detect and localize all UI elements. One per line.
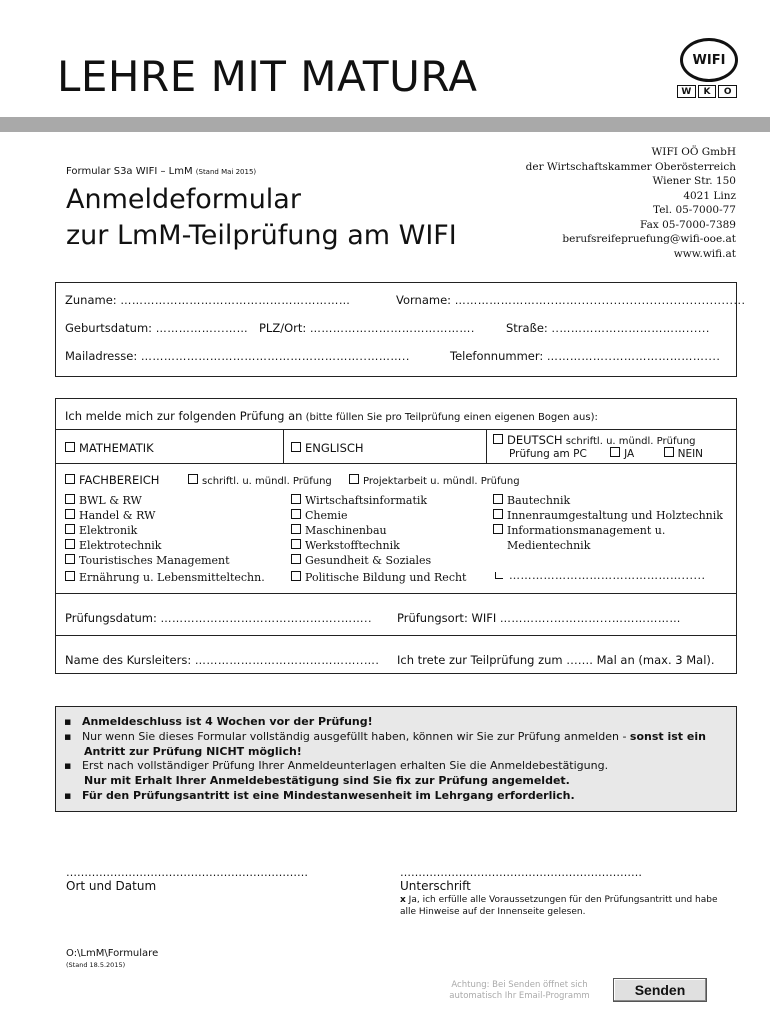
note-item-continued <box>84 745 302 758</box>
mathematik-label: MATHEMATIK <box>79 441 154 455</box>
checkbox-icon[interactable] <box>65 524 75 534</box>
checkbox-icon[interactable] <box>493 509 503 519</box>
checkbox-icon[interactable] <box>291 571 301 581</box>
note-text: Für den Prüfungsantritt ist eine Mindestanwesenheit im Lehrgang erforderlich. <box>81 789 575 802</box>
org-line: der Wirtschaftskammer Oberösterreich <box>525 160 736 173</box>
strasse-label: Straße: <box>506 321 548 335</box>
file-path: O:\LmM\Formulare <box>66 948 159 959</box>
subject-label: Ernährung u. Lebensmitteltechn. <box>79 571 265 584</box>
zuname-row <box>65 293 350 307</box>
ort-datum-label: Ort und Datum <box>66 879 157 893</box>
checkbox-icon[interactable] <box>610 447 620 457</box>
deutsch-pc-row <box>509 447 703 460</box>
note-item-continued <box>84 774 570 787</box>
kursleiter-row <box>65 653 379 667</box>
pruefungsdatum-field[interactable]: ………………………………………..…….. <box>160 612 373 625</box>
checkbox-icon[interactable] <box>291 442 301 452</box>
kursleiter-label: Name des Kursleiters: <box>65 653 192 667</box>
note-item: ▪ Erst nach vollständiger Prüfung Ihrer Anmeldeunterlagen erhalten Sie die Anmeldebestätigung. <box>64 759 609 772</box>
form-heading-line2: zur LmM-Teilprüfung am WIFI <box>66 220 457 251</box>
form-identifier <box>66 166 256 177</box>
checkbox-icon[interactable] <box>65 494 75 504</box>
divider <box>56 429 736 430</box>
subject-label: Medientechnik <box>507 539 591 552</box>
unterschrift-field[interactable]: ………………………………………………………… <box>400 866 642 879</box>
pruefungsort-label: Prüfungsort: WIFI <box>397 611 497 625</box>
subject-item[interactable] <box>291 509 347 522</box>
wko-logo-mark <box>677 85 737 98</box>
subject-label: Innenraumgestaltung und Holztechnik <box>507 509 723 522</box>
subject-item[interactable] <box>291 539 400 552</box>
send-warning <box>437 980 602 1002</box>
subject-label: Bautechnik <box>507 494 571 507</box>
org-email[interactable]: berufsreifepruefung@wifi-ooe.at <box>562 233 736 245</box>
wko-letter: W <box>677 85 696 98</box>
antritt-row[interactable] <box>397 653 715 667</box>
checkbox-icon[interactable] <box>188 474 198 484</box>
subject-label: Elektronik <box>79 524 138 537</box>
mail-row <box>65 349 410 363</box>
divider <box>56 635 736 636</box>
confirmation-text[interactable] <box>400 894 718 918</box>
deutsch-note: schriftl. u. mündl. Prüfung <box>562 436 696 447</box>
org-web[interactable]: www.wifi.at <box>673 247 736 260</box>
exam-intro-bold: Ich melde mich zur folgenden Prüfung an <box>65 409 303 423</box>
corner-mark-icon <box>495 572 503 579</box>
telefon-field[interactable]: ……………..…………………….... <box>546 350 721 363</box>
checkbox-icon[interactable] <box>291 494 301 504</box>
subject-label: Politische Bildung und Recht <box>305 571 467 584</box>
ja-label: JA <box>624 448 635 460</box>
note-text: Anmeldeschluss ist 4 Wochen vor der Prüfung! <box>81 715 373 728</box>
exam-selection-section <box>55 398 737 674</box>
other-subject-field[interactable] <box>495 569 705 582</box>
wifi-logo-mark: WIFI <box>680 38 738 82</box>
subject-item[interactable] <box>493 524 665 537</box>
confirm-line1: Ja, ich erfülle alle Voraussetzungen für den Prüfungsantritt und habe <box>405 895 718 905</box>
mail-field[interactable]: …………………………………………………..……….. <box>140 350 410 363</box>
option-nein[interactable] <box>664 448 703 460</box>
pruefung-pc-label: Prüfung am PC <box>509 448 587 460</box>
note-item: ▪ Für den Prüfungsantritt ist eine Mindestanwesenheit im Lehrgang erforderlich. <box>64 789 575 802</box>
subject-label: Handel & RW <box>79 509 156 522</box>
plz-field[interactable]: ……………………………………. <box>309 322 475 335</box>
document-title: LEHRE MIT MATURA <box>57 52 478 101</box>
wko-letter: K <box>698 85 717 98</box>
option-ja[interactable] <box>610 448 634 460</box>
divider <box>56 593 736 594</box>
checkbox-icon[interactable] <box>291 524 301 534</box>
strasse-field[interactable]: ..……………………………...... <box>551 322 710 335</box>
option-mathematik[interactable] <box>65 441 154 455</box>
checkbox-icon[interactable] <box>65 554 75 564</box>
divider <box>56 463 736 464</box>
subject-item[interactable] <box>65 554 230 567</box>
form-id-stand: (Stand Mai 2015) <box>195 168 257 176</box>
note-text: Nur wenn Sie dieses Formular vollständig ausgefüllt haben, können wir Sie zur Prüfung anmelden - <box>81 730 630 743</box>
option-fachbereich[interactable] <box>65 473 159 487</box>
vorname-field[interactable]: ……………………..…….......................................... <box>454 294 746 307</box>
org-tel: Tel. 05-7000-77 <box>653 204 736 216</box>
checkbox-icon[interactable] <box>664 447 674 457</box>
checkbox-icon[interactable] <box>349 474 359 484</box>
unterschrift-label: Unterschrift <box>400 879 471 893</box>
note-text-bold: sonst ist ein <box>629 730 706 743</box>
subject-label: BWL & RW <box>79 494 142 507</box>
form-heading <box>66 182 457 254</box>
subject-item[interactable] <box>65 494 142 507</box>
pruefungsort-field[interactable]: …………..…………...……………… <box>499 612 681 625</box>
form-id-main: Formular S3a <box>66 166 133 177</box>
form-id-rest: WIFI – LmM <box>132 166 193 177</box>
fachbereich-label: FACHBEREICH <box>79 473 160 487</box>
englisch-label: ENGLISCH <box>305 441 364 455</box>
fach-option-projekt[interactable] <box>349 474 520 487</box>
org-city: 4021 Linz <box>683 189 736 202</box>
subject-label: Elektrotechnik <box>79 539 162 552</box>
ort-datum-field[interactable]: ………………………………………………………… <box>66 866 308 879</box>
zuname-field[interactable]: …………………………………………………… <box>120 294 351 307</box>
vorname-row <box>396 293 746 307</box>
org-name: WIFI OÖ GmbH <box>651 146 736 158</box>
pruefungsdatum-row <box>65 611 372 625</box>
other-subject-dots[interactable]: ………………………………………...... <box>509 569 706 582</box>
org-fax: Fax 05-7000-7389 <box>640 218 736 231</box>
vorname-label: Vorname: <box>396 293 452 307</box>
subject-item[interactable] <box>65 539 161 552</box>
note-item: ▪ Nur wenn Sie dieses Formular vollständig ausgefüllt haben, können wir Sie zur Prüfung anmelden - sonst ist ein <box>64 730 706 743</box>
confirm-checkmark[interactable]: x <box>400 895 406 905</box>
mail-label: Mailadresse: <box>65 349 138 363</box>
subject-label: Wirtschaftsinformatik <box>305 494 428 507</box>
note-text-bold: Nur mit Erhalt Ihrer Anmeldebestätigung sind Sie fix zur Prüfung angemeldet. <box>84 774 570 787</box>
subject-item[interactable] <box>65 524 137 537</box>
form-heading-line1: Anmeldeformular <box>66 184 301 215</box>
organization-address <box>526 145 736 261</box>
checkbox-icon[interactable] <box>493 524 503 534</box>
pruefungsdatum-label: Prüfungsdatum: <box>65 611 157 625</box>
geburtsdatum-label: Geburtsdatum: <box>65 321 153 335</box>
subject-label: Werkstofftechnik <box>305 539 400 552</box>
checkbox-icon[interactable] <box>493 494 503 504</box>
confirm-line2: alle Hinweise auf der Innenseite gelesen. <box>400 907 586 917</box>
send-warning-line2: automatisch Ihr Email-Programm <box>449 991 590 1001</box>
subject-label: Maschinenbau <box>305 524 387 537</box>
org-street: Wiener Str. 150 <box>652 175 736 187</box>
subject-item[interactable] <box>65 571 265 584</box>
checkbox-icon[interactable] <box>493 434 503 444</box>
checkbox-icon[interactable] <box>291 539 301 549</box>
note-text-bold: Antritt zur Prüfung NICHT möglich! <box>84 745 302 758</box>
exam-intro <box>65 409 598 423</box>
subject-label: Touristisches Management <box>79 554 230 567</box>
subject-label: Informationsmanagement u. <box>507 524 666 537</box>
kursleiter-field[interactable]: ……………………………………..…. <box>194 654 380 667</box>
option-englisch[interactable] <box>291 441 364 455</box>
header-divider-bar <box>0 117 770 132</box>
geburtsdatum-row <box>65 321 248 335</box>
send-warning-line1: Achtung: Bei Senden öffnet sich <box>451 980 588 990</box>
personal-data-section <box>55 282 746 377</box>
telefon-row <box>450 349 720 363</box>
strasse-row <box>506 321 710 335</box>
checkbox-icon[interactable] <box>65 474 75 484</box>
note-item: ▪ Anmeldeschluss ist 4 Wochen vor der Prüfung! <box>64 715 373 728</box>
deutsch-label: DEUTSCH <box>507 433 563 447</box>
option-deutsch[interactable] <box>493 433 696 447</box>
fach-option-schriftl[interactable] <box>188 474 332 487</box>
subject-item[interactable] <box>493 509 723 522</box>
subject-item[interactable] <box>291 524 387 537</box>
subject-item[interactable] <box>493 494 570 507</box>
file-stand: (Stand 18.5.2015) <box>66 961 126 969</box>
pruefungsort-row <box>397 611 681 625</box>
wifi-wko-logo <box>677 38 737 100</box>
fach-option-schriftl-label: schriftl. u. mündl. Prüfung <box>202 476 332 487</box>
checkbox-icon[interactable] <box>65 509 75 519</box>
divider <box>486 429 487 463</box>
plz-label: PLZ/Ort: <box>259 321 307 335</box>
subject-item[interactable] <box>65 509 155 522</box>
checkbox-icon[interactable] <box>291 554 301 564</box>
divider <box>283 429 284 463</box>
checkbox-icon[interactable] <box>65 539 75 549</box>
zuname-label: Zuname: <box>65 293 117 307</box>
nein-label: NEIN <box>677 448 704 460</box>
telefon-label: Telefonnummer: <box>450 349 544 363</box>
subject-label: Chemie <box>305 509 348 522</box>
plz-row <box>259 321 475 335</box>
wko-letter: O <box>718 85 737 98</box>
antritt-label: Ich trete zur Teilprüfung zum ……. Mal an (max. 3 Mal). <box>397 653 715 667</box>
send-button[interactable]: Senden <box>613 978 707 1002</box>
checkbox-icon[interactable] <box>65 571 75 581</box>
subject-item[interactable] <box>291 494 427 507</box>
note-text: Erst nach vollständiger Prüfung Ihrer Anmeldeunterlagen erhalten Sie die Anmeldebestätigung. <box>81 759 609 772</box>
fach-option-projekt-label: Projektarbeit u. mündl. Prüfung <box>363 476 520 487</box>
checkbox-icon[interactable] <box>291 509 301 519</box>
subject-item[interactable] <box>291 554 431 567</box>
subject-label: Gesundheit & Soziales <box>305 554 432 567</box>
geburtsdatum-field[interactable]: ……………...…… <box>155 322 249 335</box>
checkbox-icon[interactable] <box>65 442 75 452</box>
subject-item-continued <box>507 539 590 552</box>
exam-intro-note: (bitte füllen Sie pro Teilprüfung einen eigenen Bogen aus): <box>302 412 598 423</box>
subject-item[interactable] <box>291 571 466 584</box>
